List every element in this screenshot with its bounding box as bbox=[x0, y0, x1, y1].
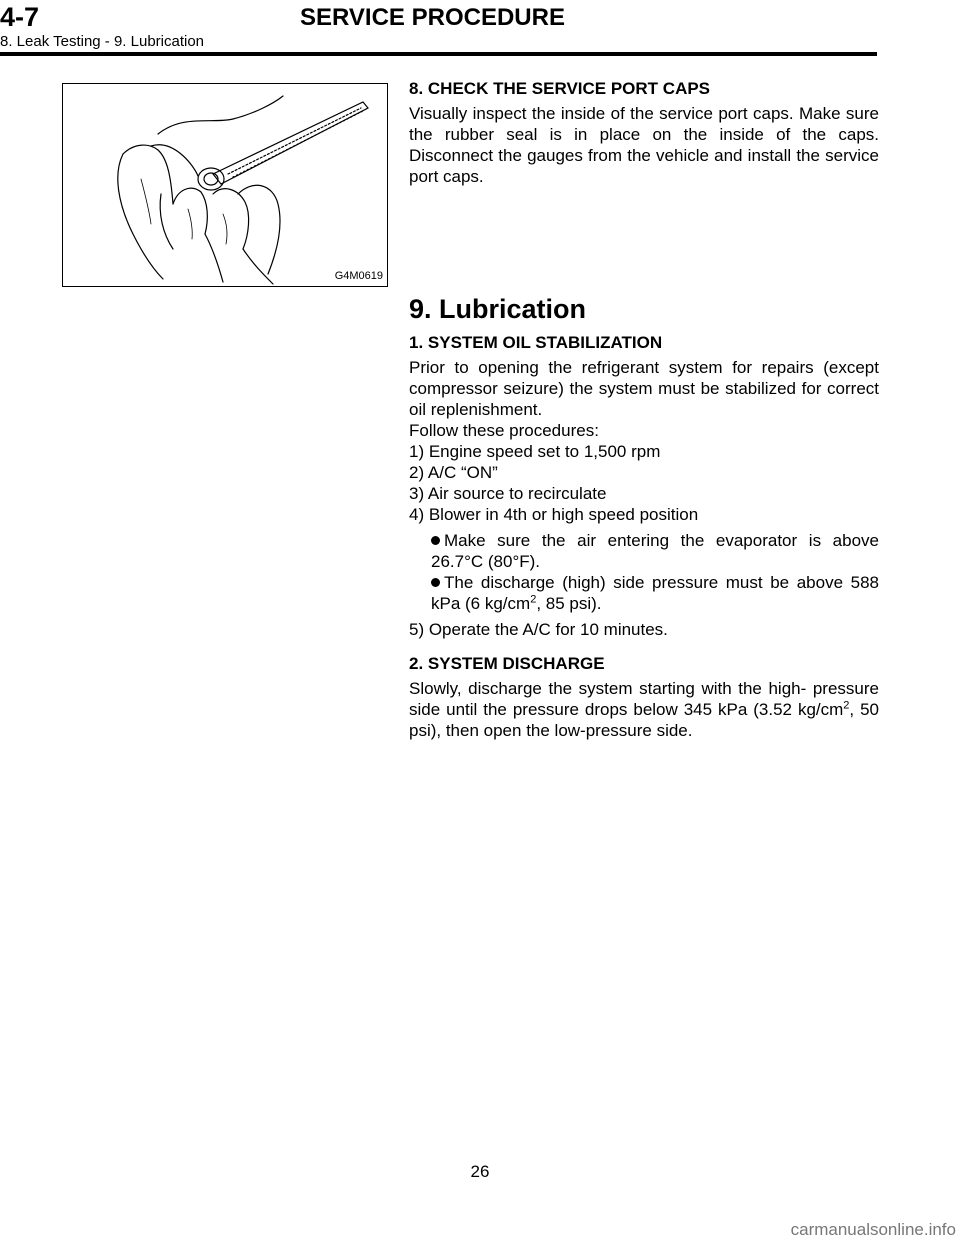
section-code: 4-7 bbox=[0, 2, 40, 32]
sub-2-text bbox=[409, 678, 879, 741]
page-title: SERVICE PROCEDURE bbox=[300, 4, 565, 31]
step-5: 5) Operate the A/C for 10 minutes. bbox=[409, 620, 668, 639]
bullet-2-text-end: , 85 psi). bbox=[536, 594, 602, 613]
step-3: 3) Air source to recirculate bbox=[409, 484, 607, 503]
hand-holding-cap-illustration bbox=[63, 84, 386, 285]
watermark: carmanualsonline.info bbox=[790, 1220, 956, 1239]
sub-2-text-start: Slowly, discharge the system starting with the high- pressure side until the pressure drops below 345 kPa (3.52 kg/cm bbox=[409, 679, 879, 719]
bullet-icon bbox=[431, 536, 440, 545]
step-2: 2) A/C “ON” bbox=[409, 463, 498, 482]
step-8-text: Visually inspect the inside of the service port caps. Make sure the rubber seal is in place on the inside of the caps. Disconnect the gauges from the vehicle and install the service port caps. bbox=[409, 104, 879, 186]
section-9-block bbox=[409, 293, 879, 741]
superscript: 2 bbox=[843, 699, 850, 712]
figure-caption: G4M0619 bbox=[334, 270, 383, 282]
header-rule bbox=[0, 52, 877, 56]
follow-text: Follow these procedures: bbox=[409, 421, 599, 440]
page-number: 26 bbox=[470, 1162, 490, 1181]
service-port-cap-figure bbox=[62, 83, 388, 287]
bullet-item bbox=[431, 530, 879, 572]
step-4: 4) Blower in 4th or high speed position bbox=[409, 505, 699, 524]
page-subtitle: 8. Leak Testing - 9. Lubrication bbox=[0, 33, 205, 50]
sub-2-heading: 2. SYSTEM DISCHARGE bbox=[409, 654, 605, 673]
superscript: 2 bbox=[530, 593, 537, 606]
sub-1-text: Prior to opening the refrigerant system for repairs (except compressor seizure) the system must be stabilized for correct oil replenishment. bbox=[409, 358, 879, 419]
step-1: 1) Engine speed set to 1,500 rpm bbox=[409, 442, 661, 461]
sub-2-text-end: , 50 psi), then open the low-pressure side. bbox=[409, 700, 879, 740]
sub-1-heading: 1. SYSTEM OIL STABILIZATION bbox=[409, 333, 663, 352]
step-8-heading: 8. CHECK THE SERVICE PORT CAPS bbox=[409, 79, 711, 98]
bullet-1-text: Make sure the air entering the evaporator is above 26.7°C (80°F). bbox=[431, 531, 879, 571]
section-9-title: 9. Lubrication bbox=[409, 294, 587, 324]
bullet-item bbox=[431, 572, 879, 614]
bullet-icon bbox=[431, 578, 440, 587]
step-8-block bbox=[409, 79, 879, 187]
bullet-2-text: The discharge (high) side pressure must be above 588 kPa (6 kg/cm bbox=[431, 573, 879, 613]
